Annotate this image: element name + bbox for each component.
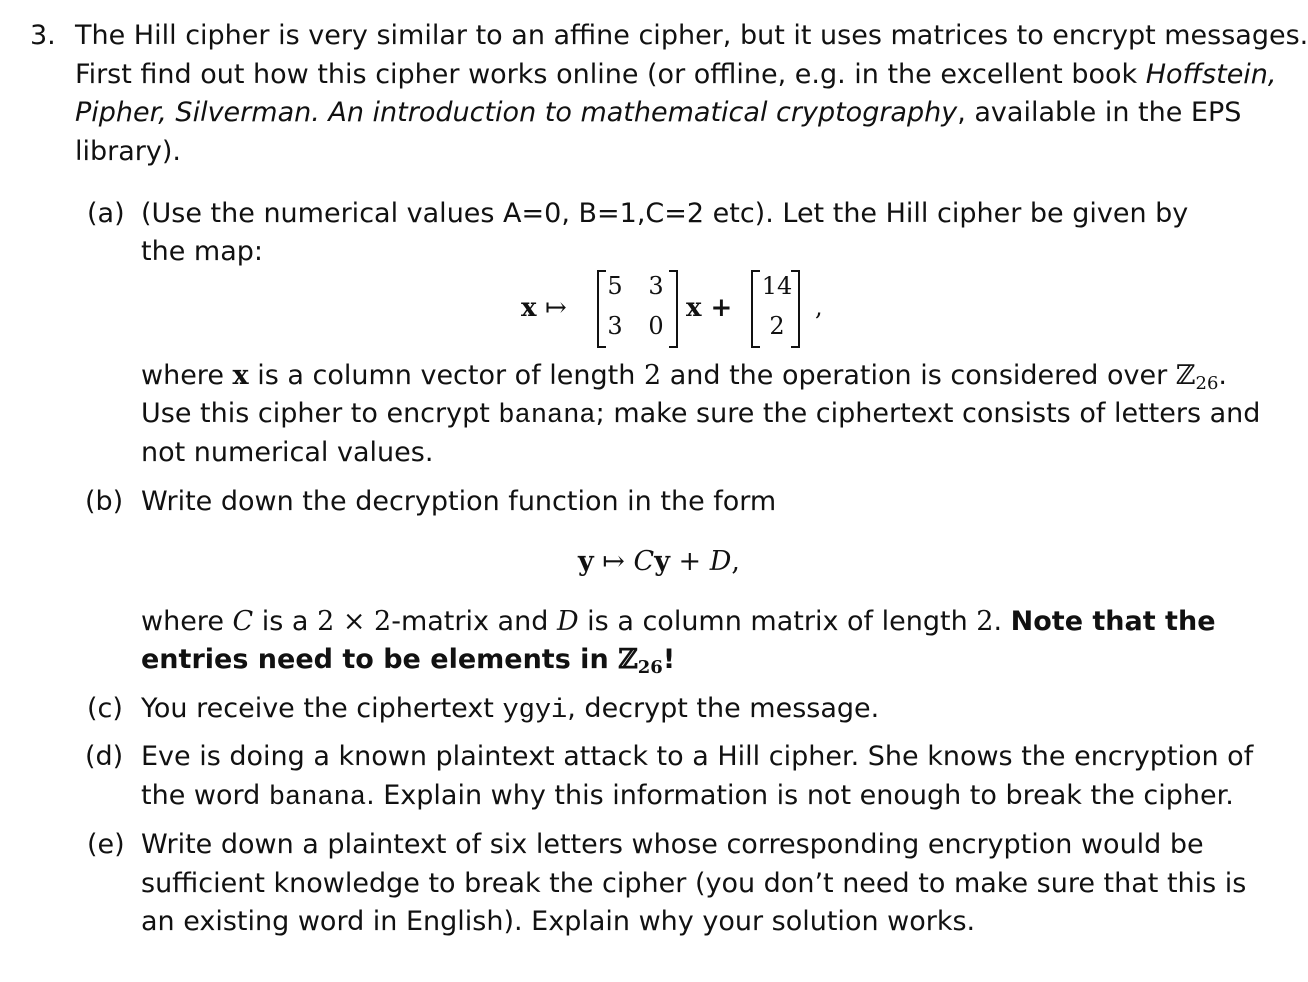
part-a-label: (a) <box>87 198 125 229</box>
decryption-function-formula: y ↦ Cy + D, <box>578 546 740 577</box>
part-e-line-2: sufficient knowledge to break the cipher (you don’t need to make sure that this is <box>141 868 1247 899</box>
matrix-a-11: 5 <box>607 272 623 300</box>
intro-line-3: Pipher, Silverman. An introduction to mathematical cryptography, available in the EPS <box>75 97 1242 128</box>
part-e-label: (e) <box>87 829 125 860</box>
problem-number: 3. <box>30 20 56 51</box>
vector-b-2: 2 <box>769 312 785 340</box>
intro-line-1: The Hill cipher is very similar to an affine cipher, but it uses matrices to encrypt messages. <box>75 20 1308 51</box>
part-b-label: (b) <box>85 486 124 517</box>
matrix-a-22: 0 <box>648 312 664 340</box>
plaintext-word: banana <box>498 401 596 431</box>
maps-to-symbol: ↦ <box>545 293 567 323</box>
part-b-where-line: where C is a 2 × 2-matrix and D is a column matrix of length 2. Note that the <box>141 606 1216 637</box>
formula-x-plus: x + <box>686 293 733 323</box>
matrix-a-21: 3 <box>607 312 623 340</box>
book-authors: Hoffstein, <box>1145 59 1277 90</box>
intro-line-4: library). <box>75 136 181 167</box>
known-plaintext-word: banana <box>268 783 367 813</box>
part-b-line-1: Write down the decryption function in the form <box>141 486 777 517</box>
vector-b-1: 14 <box>761 272 793 300</box>
part-a-line-2: the map: <box>141 236 263 267</box>
ciphertext-word: ygyi <box>502 696 568 726</box>
part-b-note-line-2: entries need to be elements in ℤ$_{26}$! <box>141 644 676 678</box>
part-d-label: (d) <box>85 741 124 772</box>
part-d-line-2: the word banana. Explain why this information is not enough to break the cipher. <box>141 780 1234 813</box>
note-bold-1: Note that the <box>1010 606 1216 637</box>
book-title: Pipher, Silverman. An introduction to mathematical cryptography <box>75 97 958 128</box>
matrix-a-12: 3 <box>648 272 664 300</box>
part-a-after-line-2: Use this cipher to encrypt banana; make sure the ciphertext consists of letters and <box>141 398 1261 431</box>
part-d-line-1: Eve is doing a known plaintext attack to a Hill cipher. She knows the encryption of <box>141 741 1254 772</box>
part-a-line-1: (Use the numerical values A=0, B=1,C=2 etc). Let the Hill cipher be given by <box>141 198 1189 229</box>
part-a-after-line-3: not numerical values. <box>141 437 434 468</box>
part-e-line-1: Write down a plaintext of six letters whose corresponding encryption would be <box>141 829 1204 860</box>
part-a-after-line-1: where x is a column vector of length 2 and the operation is considered over ℤ$_{26}$. <box>141 360 1227 394</box>
part-e-line-3: an existing word in English). Explain why your solution works. <box>141 906 976 937</box>
formula-x: x <box>521 293 537 323</box>
part-c-label: (c) <box>87 693 123 724</box>
intro-line-2: First find out how this cipher works online (or offline, e.g. in the excellent book Hoffstein, <box>75 59 1277 90</box>
part-c-line: You receive the ciphertext ygyi, decrypt the message. <box>141 693 880 726</box>
formula-comma: , <box>815 293 823 321</box>
